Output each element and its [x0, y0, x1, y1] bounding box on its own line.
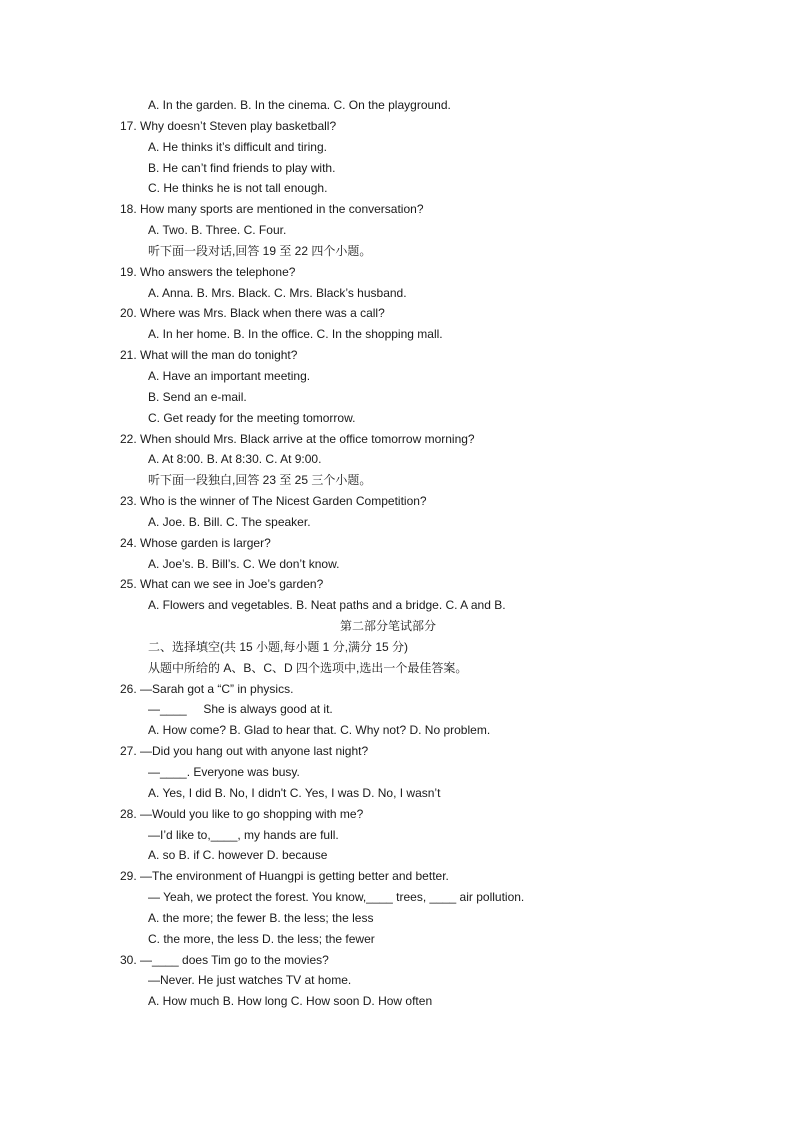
- option-line: C. the more, the less D. the less; the fewer: [148, 931, 375, 946]
- section-instruction: 听下面一段独白,回答 23 至 25 三个小题。: [148, 473, 372, 488]
- question-line: 30. —____ does Tim go to the movies?: [120, 952, 329, 967]
- option-line: A. Joe. B. Bill. C. The speaker.: [148, 514, 311, 529]
- section-heading: 二、选择填空(共 15 小题,每小题 1 分,满分 15 分): [148, 639, 409, 654]
- dialogue-line: — Yeah, we protect the forest. You know,____ trees, ____ air pollution.: [148, 890, 525, 905]
- dialogue-line: —____. Everyone was busy.: [148, 765, 300, 779]
- question-line: 28. —Would you like to go shopping with me?: [120, 806, 364, 821]
- part-heading: 第二部分笔试部分: [340, 619, 437, 634]
- option-line: A. At 8:00. B. At 8:30. C. At 9:00.: [148, 452, 322, 467]
- option-line: A. Joe’s. B. Bill’s. C. We don’t know.: [148, 556, 340, 571]
- section-instruction: 听下面一段对话,回答 19 至 22 四个小题。: [148, 243, 372, 258]
- dialogue-line: —Never. He just watches TV at home.: [148, 973, 352, 988]
- option-line: A. so B. if C. however D. because: [148, 848, 328, 863]
- dialogue-line: —I’d like to,____, my hands are full.: [148, 827, 339, 842]
- question-line: 22. When should Mrs. Black arrive at the office tomorrow morning?: [120, 431, 475, 446]
- question-line: 23. Who is the winner of The Nicest Garden Competition?: [120, 494, 427, 509]
- option-line: A. How come? B. Glad to hear that. C. Why not? D. No problem.: [148, 723, 491, 738]
- option-line: A. How much B. How long C. How soon D. How often: [148, 994, 433, 1009]
- question-line: 17. Why doesn’t Steven play basketball?: [120, 118, 337, 133]
- option-line: A. In the garden. B. In the cinema. C. On the playground.: [148, 98, 451, 112]
- section-instruction: 从题中所给的 A、B、C、D 四个选项中,选出一个最佳答案。: [148, 660, 468, 675]
- question-line: 20. Where was Mrs. Black when there was a call?: [120, 306, 385, 321]
- option-line: A. Flowers and vegetables. B. Neat paths and a bridge. C. A and B.: [148, 598, 506, 613]
- option-line: A. Anna. B. Mrs. Black. C. Mrs. Black’s husband.: [148, 285, 407, 300]
- option-line: A. Yes, I did B. No, I didn't C. Yes, I was D. No, I wasn’t: [148, 785, 441, 800]
- option-line: A. In her home. B. In the office. C. In the shopping mall.: [148, 327, 443, 342]
- exam-page: [0, 95, 794, 1012]
- option-line: B. Send an e-mail.: [148, 389, 247, 404]
- option-line: A. the more; the fewer B. the less; the less: [148, 910, 374, 925]
- question-line: 24. Whose garden is larger?: [120, 535, 271, 550]
- question-line: 18. How many sports are mentioned in the conversation?: [120, 202, 424, 217]
- option-line: C. He thinks he is not tall enough.: [148, 181, 328, 196]
- question-line: 21. What will the man do tonight?: [120, 348, 298, 363]
- option-line: A. He thinks it’s difficult and tiring.: [148, 139, 327, 154]
- option-line: A. Have an important meeting.: [148, 368, 311, 383]
- option-line: C. Get ready for the meeting tomorrow.: [148, 410, 356, 425]
- option-line: A. Two. B. Three. C. Four.: [148, 223, 287, 238]
- question-line: 25. What can we see in Joe’s garden?: [120, 577, 324, 592]
- question-line: 27. —Did you hang out with anyone last night?: [120, 744, 369, 759]
- question-line: 19. Who answers the telephone?: [120, 264, 296, 279]
- question-line: 29. —The environment of Huangpi is getting better and better.: [120, 869, 449, 884]
- option-line: B. He can’t find friends to play with.: [148, 160, 336, 175]
- dialogue-line: —____ She is always good at it.: [148, 702, 333, 717]
- question-line: 26. —Sarah got a “C” in physics.: [120, 681, 294, 696]
